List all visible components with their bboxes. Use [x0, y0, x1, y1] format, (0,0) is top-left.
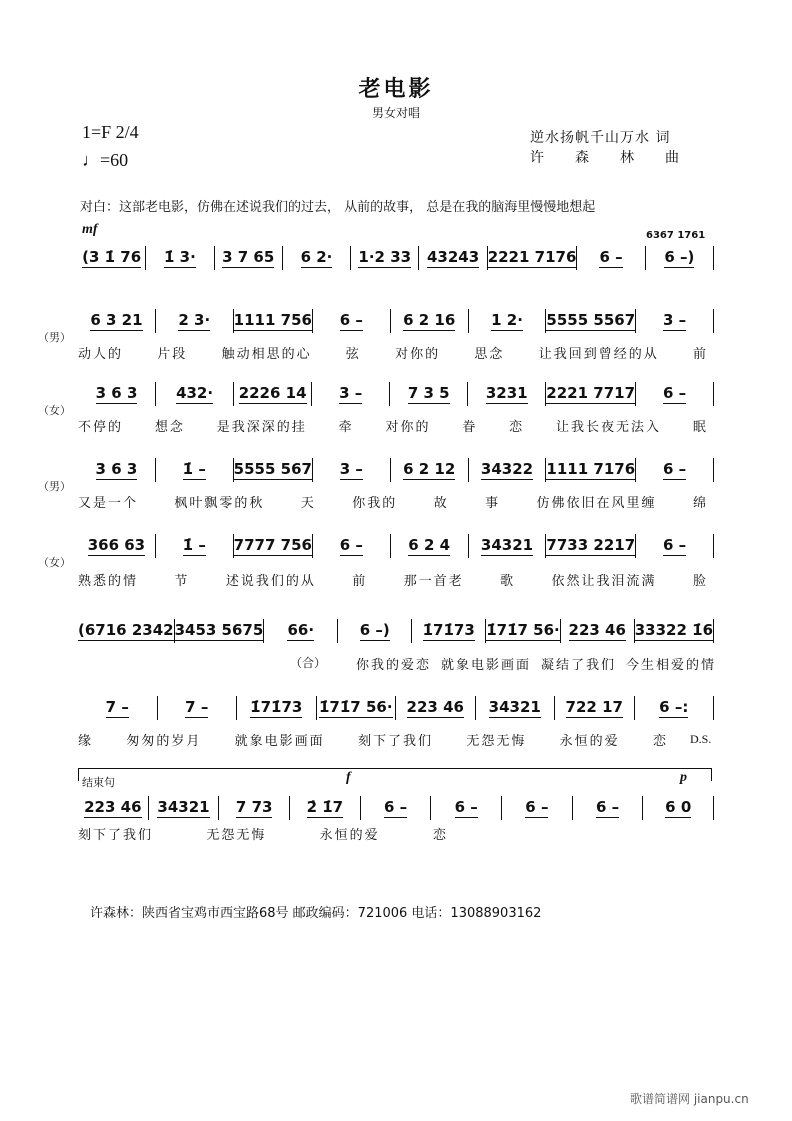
- measure: [149, 796, 220, 820]
- lyric-phrase: 恋: [652, 734, 668, 749]
- lyricist-credit: 逆水扬帆千山万水 词: [530, 130, 671, 146]
- lyric-phrase: 无怨无悔: [206, 828, 267, 843]
- singer-label: （男）: [38, 331, 71, 344]
- measure-notes: 34321: [480, 536, 534, 554]
- measure-notes: 223 46: [406, 698, 464, 716]
- measure: [412, 619, 486, 643]
- measure: [546, 458, 636, 482]
- measure: [573, 796, 644, 820]
- measure-notes: (3 1̇ 76: [82, 248, 142, 266]
- measure: [156, 458, 234, 482]
- measure-notes: 34321: [157, 798, 210, 816]
- measure: [156, 309, 234, 333]
- measure-notes: 6 –: [454, 798, 478, 816]
- measure: [313, 534, 391, 558]
- lyric-phrase: 触动相思的心: [221, 347, 312, 362]
- measure: [78, 458, 156, 482]
- tempo-marking: ♩=60: [82, 150, 129, 170]
- measure-notes: 2226 14: [238, 384, 307, 402]
- lyric-phrase: 绵: [692, 496, 708, 511]
- measure: [396, 696, 476, 720]
- measure-notes: 3 –: [662, 311, 687, 329]
- measure-notes: 1̇ –: [182, 460, 206, 478]
- lyric-phrase: 前: [352, 574, 368, 589]
- spoken-dialog: 对白：这部老电影，仿佛在述说我们的过去， 从前的故事， 总是在我的脑海里慢慢地想起: [80, 200, 596, 215]
- lyric-phrase: 歌: [500, 574, 516, 589]
- measure: [391, 534, 469, 558]
- lyric-phrase: 述说我们的从: [225, 574, 316, 589]
- measure: [78, 382, 156, 406]
- singer-label: （男）: [38, 480, 71, 493]
- measure-notes: 6 –: [383, 798, 408, 816]
- measure: [635, 619, 714, 643]
- measure: [158, 696, 238, 720]
- measure-notes: 6 –): [359, 621, 390, 639]
- dal-segno-marking: D.S.: [690, 732, 712, 746]
- measure-notes: 6 –): [664, 248, 695, 266]
- lyric-phrase: 思念: [474, 347, 505, 362]
- measure-notes: 6 2 12: [403, 460, 456, 478]
- key-signature: 1=F 2/4: [82, 122, 139, 142]
- lyric-phrase: 是我深深的挂: [216, 420, 307, 435]
- measure: [290, 796, 361, 820]
- measure: [561, 619, 635, 643]
- contact-footer: 许森林：陕西省宝鸡市西宝路68号 邮政编码：721006 电话：13088903162: [90, 906, 542, 921]
- dynamic-forte: f: [346, 770, 351, 785]
- lyrics-line: [78, 492, 708, 511]
- measure: [283, 246, 351, 270]
- lyric-phrase: 熟悉的情: [78, 574, 139, 589]
- measure: [351, 246, 419, 270]
- notation-row: [78, 534, 714, 558]
- measure-notes: 1111 756: [233, 311, 312, 329]
- measure: [78, 309, 156, 333]
- lyric-phrase: 想念: [154, 420, 185, 435]
- measure-notes: 6 2 4: [408, 536, 451, 554]
- measure: [636, 382, 714, 406]
- lyric-phrase: 那一首老: [403, 574, 464, 589]
- dynamic-marking: mf: [82, 222, 98, 237]
- measure: [156, 382, 234, 406]
- notation-row: [78, 458, 714, 482]
- ending-bracket: [78, 768, 712, 781]
- notation-row: [78, 309, 714, 333]
- measure: [78, 246, 146, 270]
- tuplet-annotation: 6367 1761: [646, 230, 706, 241]
- singer-label: （女）: [38, 404, 71, 417]
- measure: [555, 696, 635, 720]
- lyric-phrase: 又是一个: [78, 496, 139, 511]
- measure: [391, 458, 469, 482]
- measure-notes: 3 –: [339, 460, 363, 478]
- measure: [78, 534, 156, 558]
- measure: [234, 309, 313, 333]
- measure: [313, 458, 391, 482]
- watermark: 歌谱简谱网 jianpu.cn: [630, 1092, 749, 1106]
- measure-notes: 7 –: [105, 698, 129, 716]
- lyric-phrase: 今生相爱的情: [625, 658, 716, 673]
- measure-notes: 6 2 16: [403, 311, 456, 329]
- lyric-phrase: 事: [485, 496, 501, 511]
- lyric-phrase: 恋: [509, 420, 525, 435]
- singer-label: （女）: [38, 556, 71, 569]
- measure: [361, 796, 432, 820]
- lyric-phrase: 恋: [432, 828, 448, 843]
- measure-notes: 1̇ –: [182, 536, 206, 554]
- measure-notes: 3231: [485, 384, 528, 402]
- measure: [312, 382, 390, 406]
- measure-notes: 3 6 3: [95, 460, 138, 478]
- lyrics-line: [78, 730, 668, 749]
- song-title: 老电影: [358, 77, 434, 102]
- measure: [391, 309, 469, 333]
- lyric-phrase: 不停的: [78, 420, 124, 435]
- measure: [317, 696, 397, 720]
- lyric-phrase: 对你的: [385, 420, 431, 435]
- measure: [234, 534, 313, 558]
- lyric-phrase: 永恒的爱: [559, 734, 620, 749]
- measure-notes: 6 –: [525, 798, 549, 816]
- measure-notes: 3 6 3: [95, 384, 138, 402]
- measure-notes: 34321: [488, 698, 541, 716]
- measure-notes: 6 –: [339, 311, 363, 329]
- measure-notes: 1̇71̇7 56·: [486, 621, 560, 639]
- measure: [234, 382, 312, 406]
- measure: [219, 796, 290, 820]
- lyric-phrase: 永恒的爱: [319, 828, 380, 843]
- chorus-label: （合）: [290, 656, 327, 670]
- measure: [635, 696, 715, 720]
- measure-notes: 34322: [480, 460, 534, 478]
- measure-notes: 43243: [426, 248, 480, 266]
- lyric-phrase: 牵: [338, 420, 354, 435]
- measure-notes: 6 –:: [659, 698, 689, 716]
- measure-notes: 1·2 33: [358, 248, 412, 266]
- lyric-phrase: 刻下了我们: [78, 828, 154, 843]
- notation-row: [78, 246, 714, 270]
- lyric-phrase: 脸: [692, 574, 708, 589]
- measure-notes: 1 2·: [491, 311, 523, 329]
- notation-row: [78, 696, 714, 720]
- measure-notes: (6716 2342: [78, 621, 174, 639]
- measure-notes: 33322 1̇6: [634, 621, 713, 639]
- measure: [469, 458, 547, 482]
- notation-row: [78, 619, 714, 643]
- lyrics-line: [356, 654, 716, 673]
- lyric-phrase: 眠: [692, 420, 708, 435]
- lyric-phrase: 动人的: [78, 347, 124, 362]
- measure: [469, 534, 547, 558]
- measure-notes: 7 73: [235, 798, 273, 816]
- measure: [643, 796, 714, 820]
- measure-notes: 6 –: [595, 798, 620, 816]
- measure: [636, 534, 714, 558]
- lyrics-line: [78, 343, 708, 362]
- lyric-phrase: 前: [692, 347, 708, 362]
- measure: [502, 796, 573, 820]
- measure-notes: 3453 5675: [174, 621, 264, 639]
- measure-notes: 2221 7717: [546, 384, 635, 402]
- measure: [546, 534, 636, 558]
- measure: [577, 246, 645, 270]
- dynamic-piano: p: [680, 770, 687, 785]
- measure: [476, 696, 556, 720]
- measure: [390, 382, 468, 406]
- lyric-phrase: 弦: [345, 347, 361, 362]
- measure-notes: 6 3 21: [90, 311, 143, 329]
- lyric-phrase: 你我的爱恋: [356, 658, 432, 673]
- measure: [78, 796, 149, 820]
- measure: [431, 796, 502, 820]
- lyrics-line: [78, 570, 708, 589]
- measure: [488, 246, 578, 270]
- measure-notes: 3 –: [339, 384, 363, 402]
- lyric-phrase: 对你的: [395, 347, 441, 362]
- measure-notes: 6 –: [339, 536, 363, 554]
- lyric-phrase: 刻下了我们: [357, 734, 433, 749]
- measure: [146, 246, 214, 270]
- measure: [469, 309, 547, 333]
- lyric-phrase: 缘: [78, 734, 94, 749]
- measure-notes: 6 –: [662, 384, 687, 402]
- lyric-phrase: 故: [433, 496, 449, 511]
- lyric-phrase: 让我长夜无法入: [556, 420, 662, 435]
- measure-notes: 2 3·: [178, 311, 211, 329]
- measure: [237, 696, 317, 720]
- measure-notes: 223 46: [84, 798, 142, 816]
- measure-notes: 6 –: [599, 248, 623, 266]
- measure: [636, 309, 714, 333]
- measure-notes: 2221 7176: [487, 248, 577, 266]
- measure-notes: 366 63: [87, 536, 146, 554]
- measure-notes: 1111 7176: [546, 460, 636, 478]
- measure-notes: 6 0: [665, 798, 692, 816]
- measure-notes: 7733 2217: [546, 536, 636, 554]
- measure-notes: 66·: [287, 621, 315, 639]
- measure: [234, 458, 313, 482]
- composer-credit: 许 森 林 曲: [530, 150, 680, 166]
- measure: [264, 619, 338, 643]
- measure: [419, 246, 487, 270]
- lyric-phrase: 依然让我泪流满: [551, 574, 657, 589]
- measure: [546, 382, 636, 406]
- lyrics-line: [78, 824, 448, 843]
- measure: [313, 309, 391, 333]
- measure: [338, 619, 412, 643]
- lyric-phrase: 片段: [157, 347, 188, 362]
- song-subtitle: 男女对唱: [371, 106, 420, 120]
- lyric-phrase: 仿佛依旧在风里缠: [536, 496, 657, 511]
- lyric-phrase: 你我的: [352, 496, 398, 511]
- lyric-phrase: 天: [300, 496, 316, 511]
- measure-notes: 223 46: [568, 621, 626, 639]
- measure: [215, 246, 283, 270]
- measure: [78, 619, 175, 643]
- measure-notes: 1̇71̇73: [250, 698, 303, 716]
- measure-notes: 7777 756: [233, 536, 312, 554]
- notation-row: [78, 382, 714, 406]
- measure-notes: 1̇71̇7 56·: [318, 698, 393, 716]
- measure-notes: 6 –: [662, 460, 687, 478]
- lyric-phrase: 就象电影画面: [234, 734, 325, 749]
- measure-notes: 5555 567: [233, 460, 312, 478]
- lyric-phrase: 节: [174, 574, 190, 589]
- measure: [175, 619, 265, 643]
- measure-notes: 5555 5567: [546, 311, 636, 329]
- lyric-phrase: 匆匆的岁月: [126, 734, 202, 749]
- measure-notes: 6 2·: [300, 248, 333, 266]
- measure: [546, 309, 636, 333]
- measure: [468, 382, 546, 406]
- ending-label: 结束句: [82, 776, 115, 789]
- measure: [78, 696, 158, 720]
- lyric-phrase: 让我回到曾经的从: [538, 347, 659, 362]
- measure: [646, 246, 714, 270]
- lyric-phrase: 枫叶飘零的秋: [174, 496, 265, 511]
- lyrics-line: [78, 416, 708, 435]
- measure-notes: 2̇ 1̇7: [306, 798, 344, 816]
- notation-row: [78, 796, 714, 820]
- measure-notes: 1̇ 3·: [164, 248, 196, 266]
- measure-notes: 1̇71̇73: [422, 621, 475, 639]
- measure: [156, 534, 234, 558]
- lyric-phrase: 眷: [462, 420, 478, 435]
- lyric-phrase: 凝结了我们: [540, 658, 616, 673]
- measure-notes: 6 –: [662, 536, 687, 554]
- measure-notes: 722 17: [565, 698, 623, 716]
- measure-notes: 432·: [176, 384, 214, 402]
- measure: [486, 619, 561, 643]
- lyric-phrase: 无怨无悔: [466, 734, 527, 749]
- measure-notes: 7 –: [185, 698, 209, 716]
- measure-notes: 7 3 5: [407, 384, 450, 402]
- measure: [636, 458, 714, 482]
- lyric-phrase: 就象电影画面: [440, 658, 531, 673]
- measure-notes: 3 7 65: [222, 248, 275, 266]
